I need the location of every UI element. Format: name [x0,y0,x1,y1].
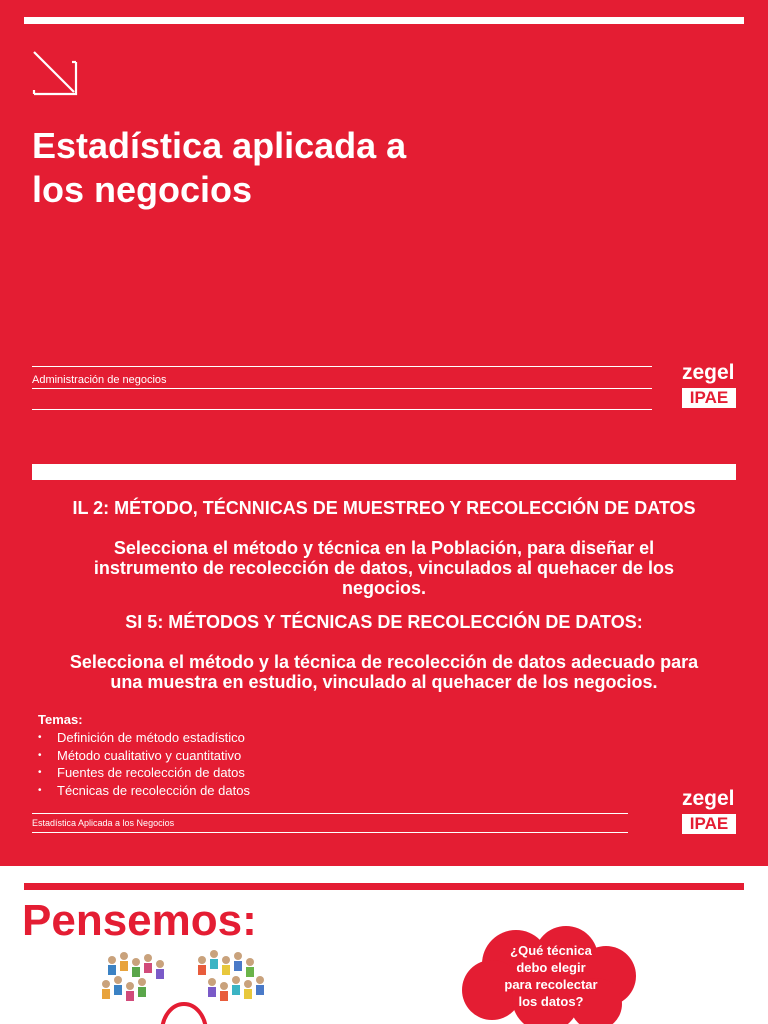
title-slide [0,0,768,432]
divider-line [32,832,628,833]
arrow-down-right-icon [28,46,82,100]
temas-list [38,729,250,799]
list-item: • Método cualitativo y cuantitativo [38,747,250,765]
list-item: • Fuentes de recolección de datos [38,764,250,782]
title-line-1: Estadística aplicada a [32,125,407,166]
si-description [40,652,728,692]
divider-line [32,366,652,367]
list-item: • Definición de método estadístico [38,729,250,747]
zegel-ipae-logo [682,362,744,408]
crowd-illustration [92,940,272,1024]
il-text-line: negocios. [341,578,426,598]
logo-zegel: zegel [682,787,735,810]
zegel-ipae-logo [682,788,744,834]
slide-title: Pensemos: [22,896,257,945]
cloud-line: ¿Qué técnica [510,943,592,958]
divider-line [32,813,628,814]
cloud-line: los datos? [518,994,584,1009]
divider-line [32,409,652,410]
pensemos-slide [0,866,768,1024]
top-bar [24,883,744,890]
cloud-line: debo elegir [516,960,586,975]
program-name: Administración de negocios [32,374,167,386]
logo-zegel: zegel [682,361,735,384]
si-text-line: Selecciona el método y la técnica de recolección de datos adecuado para [69,652,699,672]
si-heading: SI 5: MÉTODOS Y TÉCNICAS DE RECOLECCIÓN DE DATOS: [125,612,643,632]
top-bar [32,464,736,480]
si-text-line: una muestra en estudio, vinculado al quehacer de los negocios. [110,672,658,692]
il-heading: IL 2: MÉTODO, TÉCNNICAS DE MUESTREO Y RECOLECCIÓN DE DATOS [72,498,696,518]
cloud-question [478,942,624,1010]
divider-line [32,388,652,389]
objectives-slide [0,432,768,866]
il-text-line: Selecciona el método y técnica en la Población, para diseñar el [113,538,655,558]
logo-ipae: IPAE [682,388,736,408]
title-line-2: los negocios [32,169,253,210]
list-item: • Técnicas de recolección de datos [38,782,250,800]
il-text-line: instrumento de recolección de datos, vinculados al quehacer de los [93,558,675,578]
course-name: Estadística Aplicada a los Negocios [32,818,175,828]
il-description [40,538,728,598]
cloud-line: para recolectar [504,977,598,992]
slide-title [32,124,592,212]
temas-label: Temas: [38,712,83,727]
logo-ipae: IPAE [682,814,736,834]
top-bar [24,17,744,24]
